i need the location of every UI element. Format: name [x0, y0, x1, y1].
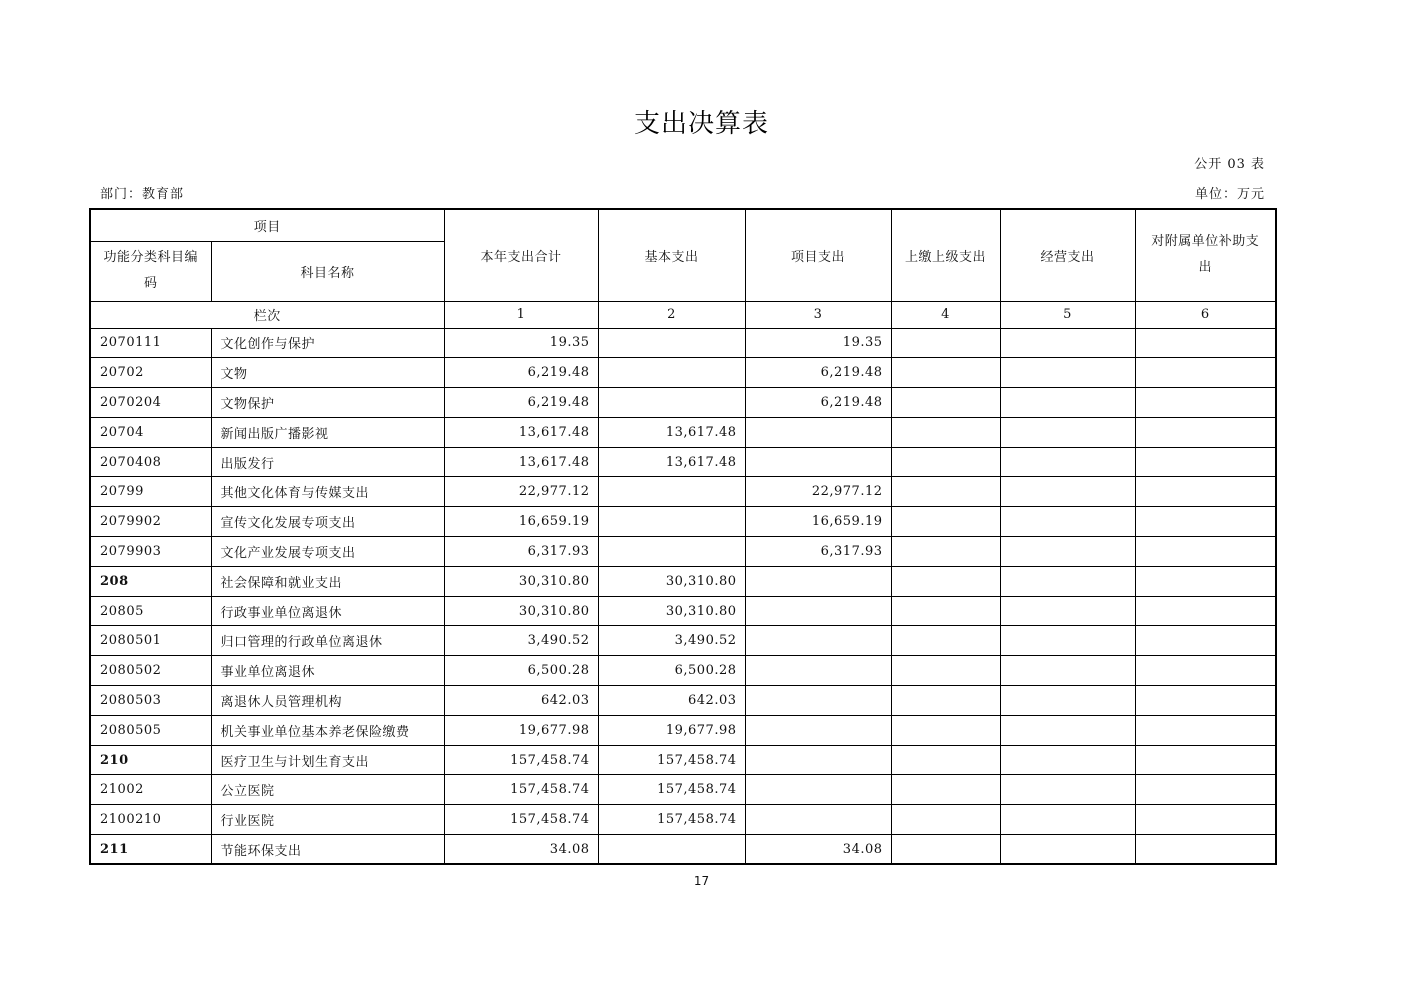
cell-total: 16,659.19 — [444, 507, 598, 537]
cell-subsidy — [1135, 596, 1276, 626]
cell-total: 30,310.80 — [444, 596, 598, 626]
cell-code: 2080505 — [90, 715, 211, 745]
cell-basic — [598, 328, 745, 358]
cell-basic: 642.03 — [598, 686, 745, 716]
cell-business — [1000, 656, 1135, 686]
col-num-1: 1 — [444, 301, 598, 328]
cell-business — [1000, 358, 1135, 388]
cell-total: 6,219.48 — [444, 358, 598, 388]
cell-upper — [891, 686, 1000, 716]
cell-code: 2080501 — [90, 626, 211, 656]
cell-name: 机关事业单位基本养老保险缴费 — [211, 715, 444, 745]
cell-name: 公立医院 — [211, 775, 444, 805]
cell-upper — [891, 745, 1000, 775]
unit-label: 单位：万元 — [1194, 187, 1265, 202]
cell-name: 文物 — [211, 358, 444, 388]
cell-subsidy — [1135, 835, 1276, 865]
header-col-project: 项目支出 — [745, 209, 891, 301]
cell-upper — [891, 715, 1000, 745]
header-row-label: 栏次 — [90, 301, 444, 328]
cell-upper — [891, 358, 1000, 388]
cell-business — [1000, 835, 1135, 865]
cell-business — [1000, 715, 1135, 745]
cell-total: 3,490.52 — [444, 626, 598, 656]
cell-project — [745, 805, 891, 835]
header-name: 科目名称 — [211, 241, 444, 301]
cell-upper — [891, 835, 1000, 865]
cell-subsidy — [1135, 507, 1276, 537]
cell-project: 6,317.93 — [745, 537, 891, 567]
cell-code: 20702 — [90, 358, 211, 388]
department-label: 部门：教育部 — [100, 187, 185, 202]
cell-name: 出版发行 — [211, 447, 444, 477]
cell-code: 2100210 — [90, 805, 211, 835]
cell-business — [1000, 328, 1135, 358]
cell-code: 208 — [90, 566, 211, 596]
cell-business — [1000, 447, 1135, 477]
cell-basic — [598, 537, 745, 567]
cell-business — [1000, 626, 1135, 656]
header-col-business: 经营支出 — [1000, 209, 1135, 301]
cell-total: 19,677.98 — [444, 715, 598, 745]
cell-upper — [891, 507, 1000, 537]
table-row — [90, 745, 1276, 775]
cell-business — [1000, 596, 1135, 626]
cell-name: 社会保障和就业支出 — [211, 566, 444, 596]
cell-basic: 30,310.80 — [598, 596, 745, 626]
cell-subsidy — [1135, 686, 1276, 716]
col-num-6: 6 — [1135, 301, 1276, 328]
cell-business — [1000, 566, 1135, 596]
cell-basic — [598, 388, 745, 418]
cell-total: 642.03 — [444, 686, 598, 716]
cell-project — [745, 626, 891, 656]
cell-name: 宣传文化发展专项支出 — [211, 507, 444, 537]
cell-subsidy — [1135, 775, 1276, 805]
cell-basic: 157,458.74 — [598, 775, 745, 805]
cell-code: 2070111 — [90, 328, 211, 358]
cell-upper — [891, 477, 1000, 507]
cell-code: 2070204 — [90, 388, 211, 418]
cell-code: 2079902 — [90, 507, 211, 537]
cell-subsidy — [1135, 447, 1276, 477]
cell-upper — [891, 596, 1000, 626]
table-row — [90, 417, 1276, 447]
cell-upper — [891, 656, 1000, 686]
cell-upper — [891, 447, 1000, 477]
cell-business — [1000, 745, 1135, 775]
table-row — [90, 388, 1276, 418]
cell-total: 6,500.28 — [444, 656, 598, 686]
cell-upper — [891, 626, 1000, 656]
cell-total: 6,219.48 — [444, 388, 598, 418]
cell-subsidy — [1135, 656, 1276, 686]
cell-upper — [891, 566, 1000, 596]
table-row — [90, 328, 1276, 358]
cell-subsidy — [1135, 745, 1276, 775]
cell-project — [745, 566, 891, 596]
cell-name: 文化产业发展专项支出 — [211, 537, 444, 567]
table-row — [90, 566, 1276, 596]
cell-project: 34.08 — [745, 835, 891, 865]
col-num-3: 3 — [745, 301, 891, 328]
cell-basic — [598, 835, 745, 865]
cell-name: 文化创作与保护 — [211, 328, 444, 358]
table-row — [90, 686, 1276, 716]
expenditure-table — [89, 208, 1277, 865]
cell-subsidy — [1135, 477, 1276, 507]
cell-business — [1000, 388, 1135, 418]
cell-business — [1000, 775, 1135, 805]
cell-business — [1000, 686, 1135, 716]
cell-project: 6,219.48 — [745, 358, 891, 388]
table-row — [90, 775, 1276, 805]
cell-basic: 13,617.48 — [598, 417, 745, 447]
page-number: 17 — [693, 874, 710, 888]
page-title: 支出决算表 — [633, 109, 769, 139]
cell-project: 6,219.48 — [745, 388, 891, 418]
cell-subsidy — [1135, 566, 1276, 596]
cell-total: 6,317.93 — [444, 537, 598, 567]
table-row — [90, 626, 1276, 656]
cell-name: 离退休人员管理机构 — [211, 686, 444, 716]
cell-upper — [891, 328, 1000, 358]
table-row — [90, 835, 1276, 865]
cell-business — [1000, 537, 1135, 567]
cell-upper — [891, 537, 1000, 567]
col-num-5: 5 — [1000, 301, 1135, 328]
cell-project — [745, 715, 891, 745]
col-num-4: 4 — [891, 301, 1000, 328]
cell-project — [745, 447, 891, 477]
cell-business — [1000, 507, 1135, 537]
cell-code: 20799 — [90, 477, 211, 507]
cell-total: 22,977.12 — [444, 477, 598, 507]
cell-name: 新闻出版广播影视 — [211, 417, 444, 447]
cell-total: 13,617.48 — [444, 447, 598, 477]
cell-project: 19.35 — [745, 328, 891, 358]
cell-project — [745, 656, 891, 686]
cell-project: 22,977.12 — [745, 477, 891, 507]
table-row — [90, 656, 1276, 686]
header-item: 项目 — [90, 209, 444, 241]
cell-name: 其他文化体育与传媒支出 — [211, 477, 444, 507]
cell-total: 157,458.74 — [444, 775, 598, 805]
cell-business — [1000, 477, 1135, 507]
form-number: 公开 03 表 — [1194, 157, 1265, 172]
cell-name: 医疗卫生与计划生育支出 — [211, 745, 444, 775]
cell-basic — [598, 507, 745, 537]
cell-code: 20704 — [90, 417, 211, 447]
cell-name: 归口管理的行政单位离退休 — [211, 626, 444, 656]
cell-total: 13,617.48 — [444, 417, 598, 447]
cell-code: 2079903 — [90, 537, 211, 567]
cell-basic: 6,500.28 — [598, 656, 745, 686]
table-row — [90, 477, 1276, 507]
cell-code: 21002 — [90, 775, 211, 805]
col-num-2: 2 — [598, 301, 745, 328]
table-row — [90, 537, 1276, 567]
header-col-basic: 基本支出 — [598, 209, 745, 301]
header-col-subsidy: 对附属单位补助支出 — [1135, 209, 1276, 301]
cell-basic: 157,458.74 — [598, 745, 745, 775]
cell-project: 16,659.19 — [745, 507, 891, 537]
cell-project — [745, 686, 891, 716]
table-row — [90, 715, 1276, 745]
cell-code: 20805 — [90, 596, 211, 626]
cell-project — [745, 596, 891, 626]
table-row — [90, 447, 1276, 477]
cell-subsidy — [1135, 715, 1276, 745]
header-code: 功能分类科目编码 — [90, 241, 211, 301]
header-col-upper: 上缴上级支出 — [891, 209, 1000, 301]
cell-basic: 3,490.52 — [598, 626, 745, 656]
cell-basic — [598, 477, 745, 507]
cell-basic — [598, 358, 745, 388]
cell-subsidy — [1135, 388, 1276, 418]
cell-business — [1000, 805, 1135, 835]
header-col-total: 本年支出合计 — [444, 209, 598, 301]
cell-upper — [891, 417, 1000, 447]
table-row — [90, 596, 1276, 626]
cell-name: 行业医院 — [211, 805, 444, 835]
cell-code: 210 — [90, 745, 211, 775]
cell-total: 157,458.74 — [444, 805, 598, 835]
table-row — [90, 805, 1276, 835]
cell-name: 节能环保支出 — [211, 835, 444, 865]
cell-project — [745, 745, 891, 775]
cell-subsidy — [1135, 805, 1276, 835]
cell-name: 事业单位离退休 — [211, 656, 444, 686]
cell-subsidy — [1135, 537, 1276, 567]
table-row — [90, 358, 1276, 388]
cell-total: 157,458.74 — [444, 745, 598, 775]
table-row — [90, 507, 1276, 537]
cell-basic: 30,310.80 — [598, 566, 745, 596]
cell-business — [1000, 417, 1135, 447]
cell-subsidy — [1135, 626, 1276, 656]
cell-name: 行政事业单位离退休 — [211, 596, 444, 626]
cell-subsidy — [1135, 328, 1276, 358]
cell-basic: 13,617.48 — [598, 447, 745, 477]
cell-project — [745, 417, 891, 447]
cell-total: 30,310.80 — [444, 566, 598, 596]
cell-subsidy — [1135, 358, 1276, 388]
cell-upper — [891, 805, 1000, 835]
cell-code: 2070408 — [90, 447, 211, 477]
cell-upper — [891, 388, 1000, 418]
cell-total: 19.35 — [444, 328, 598, 358]
cell-basic: 157,458.74 — [598, 805, 745, 835]
cell-code: 2080502 — [90, 656, 211, 686]
cell-total: 34.08 — [444, 835, 598, 865]
cell-code: 2080503 — [90, 686, 211, 716]
cell-basic: 19,677.98 — [598, 715, 745, 745]
cell-upper — [891, 775, 1000, 805]
cell-code: 211 — [90, 835, 211, 865]
cell-project — [745, 775, 891, 805]
cell-subsidy — [1135, 417, 1276, 447]
cell-name: 文物保护 — [211, 388, 444, 418]
